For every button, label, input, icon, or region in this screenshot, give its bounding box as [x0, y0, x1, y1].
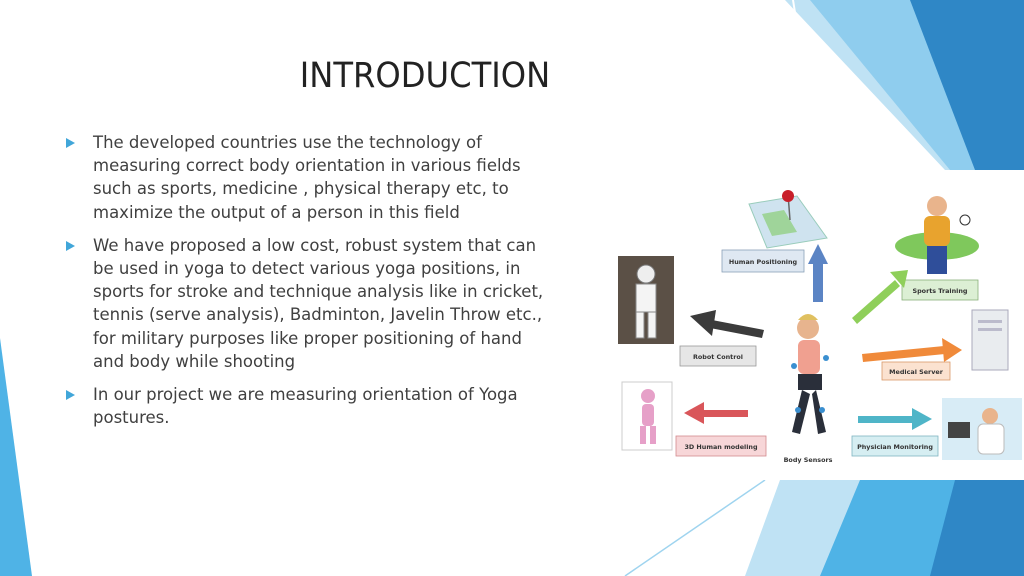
- sports-trainer-icon: [895, 196, 979, 274]
- triangle-bullet-icon: [66, 138, 75, 148]
- triangle-bullet-icon: [66, 390, 75, 400]
- left-accent-shape: [0, 338, 32, 576]
- 3d-human-modeling-label: 3D Human modeling: [684, 443, 758, 451]
- bottom-diagonal-line: [625, 480, 765, 576]
- body-sensor-diagram: [612, 170, 1024, 480]
- medical-server-label: Medical Server: [889, 368, 943, 376]
- physician-icon: [942, 398, 1022, 460]
- orange-arrow-icon: [862, 338, 962, 362]
- bullet-text: We have proposed a low cost, robust system that can be used in yoga to detect various yoga positions, in sports for stroke and technique analysis like in cricket, tennis (serve analysis), Badminton, Javelin Throw etc., for military purposes like proper positioning of hand and body while shooting: [93, 235, 544, 371]
- physician-monitoring-box: [852, 436, 938, 456]
- body-sensors-person-icon: [791, 314, 829, 434]
- 3d-model-icon: [622, 382, 672, 450]
- triangle-bullet-icon: [66, 241, 75, 251]
- teal-arrow-icon: [858, 408, 932, 430]
- medical-server-box: [882, 362, 950, 380]
- green-arrow-icon: [852, 270, 908, 324]
- human-positioning-label: Human Positioning: [728, 258, 798, 266]
- bullet-item: [64, 383, 554, 429]
- bullet-text: In our project we are measuring orientation of Yoga postures.: [93, 385, 518, 428]
- up-arrow-icon: [808, 244, 828, 302]
- 3d-human-modeling-box: [676, 436, 766, 456]
- red-arrow-icon: [684, 402, 748, 424]
- robot-control-box: [680, 346, 756, 366]
- bullet-text: The developed countries use the technology of measuring correct body orientation in various fields such as sports, medicine , physical therapy etc, to maximize the output of a person in this field: [93, 133, 521, 222]
- slide-title: INTRODUCTION: [299, 56, 551, 96]
- physician-monitoring-label: Physician Monitoring: [857, 443, 933, 451]
- diagram-canvas: [612, 170, 1024, 480]
- sports-training-box: [902, 280, 978, 300]
- bullet-item: [64, 234, 554, 373]
- dark-arrow-icon: [690, 310, 764, 338]
- medical-server-icon: [972, 310, 1008, 370]
- body-sensors-label: Body Sensors: [783, 456, 833, 464]
- robot-control-label: Robot Control: [693, 353, 743, 361]
- map-pin-icon: [749, 190, 827, 248]
- human-positioning-box: [722, 250, 804, 272]
- bullet-list: [64, 131, 554, 439]
- sports-training-label: Sports Training: [912, 287, 968, 295]
- robot-icon: [618, 256, 674, 344]
- bullet-item: [64, 131, 554, 224]
